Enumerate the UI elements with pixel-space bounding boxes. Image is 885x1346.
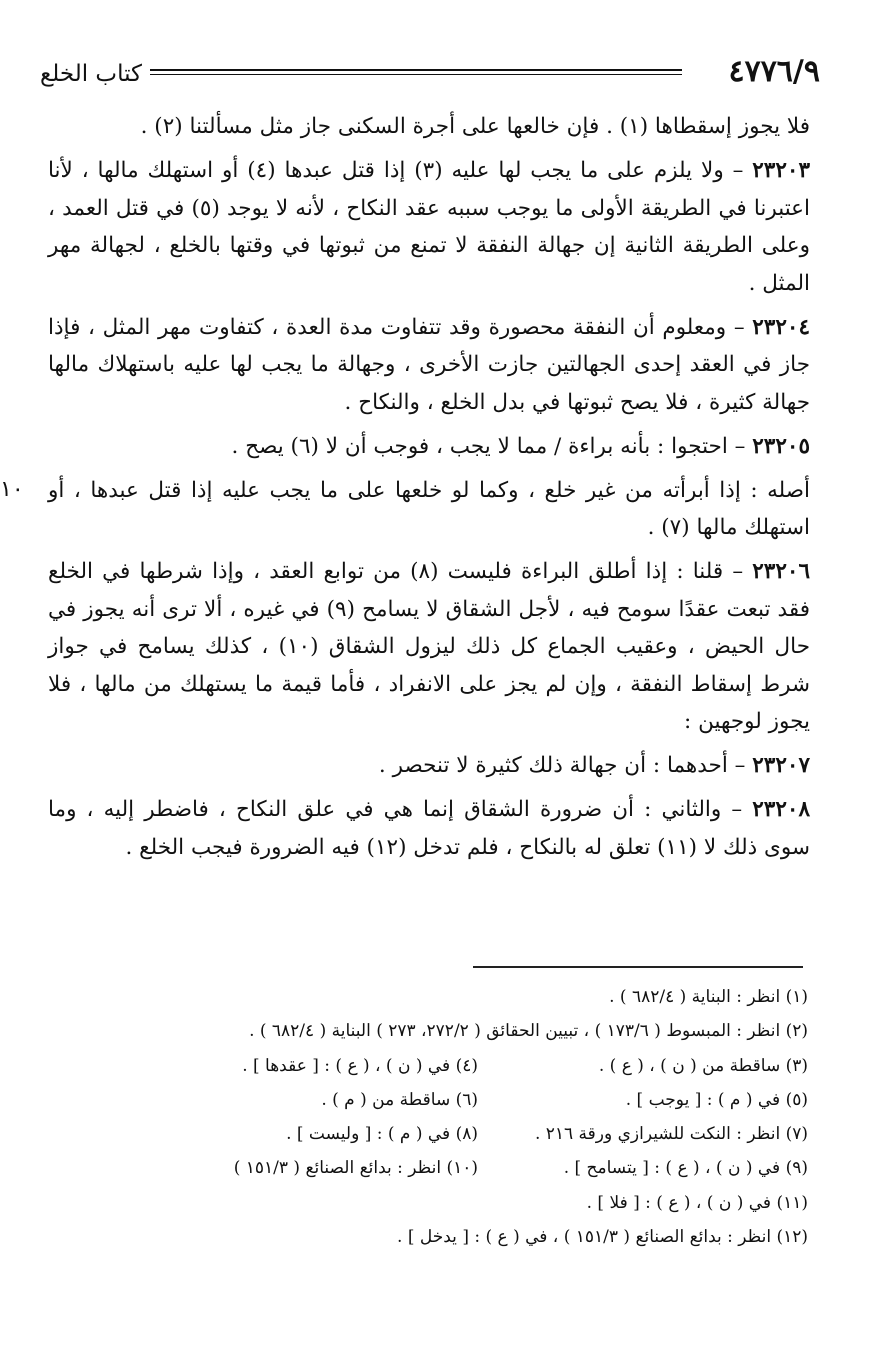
paragraph — [48, 152, 810, 302]
footnote-separator — [473, 966, 803, 968]
paragraph-text: – قلنا : إذا أطلق البراءة فليست (٨) من توابع العقد ، وإذا شرطها في الخلع فقد تبعت عقدًا سومح فيه ، لأجل الشقاق لا يسامح (٩) في غيره ، ألا ترى أنه يجوز في حال الحيض ، وعقيب الجماع كل ذلك ليزول الشقاق (١٠) ، كذلك يسامح في جواز شرط إسقاط النفقة ، وإن لم يجز على الانفراد ، فأما قيمة ما يستهلك من مالها ، فلا يجوز لوجهين : — [48, 559, 810, 734]
footnote-row — [60, 1186, 808, 1220]
footnote-row — [60, 1083, 808, 1117]
footnote: (٢) انظر : المبسوط ( ١٧٣/٦ ) ، تبيين الحقائق ( ٢٧٢/٢، ٢٧٣ ) البناية ( ٦٨٢/٤ ) . — [249, 1021, 808, 1042]
footnote: (٧) انظر : النكت للشيرازي ورقة ٢١٦ . — [534, 1124, 808, 1145]
paragraph — [48, 309, 810, 422]
paragraph-number: ٢٣٢٠٣ — [752, 158, 810, 183]
page-number: ٤٧٧٦/٩ — [728, 54, 820, 89]
paragraph-number: ٢٣٢٠٤ — [752, 314, 810, 340]
footnote: (١٢) انظر : بدائع الصنائع ( ١٥١/٣ ) ، في ( ع ) : [ يدخل ] . — [397, 1227, 808, 1248]
footnote: (٣) ساقطة من ( ن ) ، ( ع ) . — [598, 1055, 808, 1076]
footnote: (٦) ساقطة من ( م ) . — [321, 1089, 478, 1110]
paragraph — [48, 553, 810, 741]
footnote: (١٠) انظر : بدائع الصنائع ( ١٥١/٣ ) — [233, 1158, 478, 1179]
footnote-row — [60, 1117, 808, 1151]
footnote-row — [60, 980, 808, 1014]
paragraph-number: ٢٣٢٠٦ — [752, 559, 810, 584]
paragraph-text: – أحدهما : أن جهالة ذلك كثيرة لا تنحصر . — [378, 753, 753, 778]
footnote-row — [60, 1220, 808, 1254]
header-rule — [150, 69, 682, 75]
paragraph — [48, 747, 810, 785]
paragraph-text: – احتجوا : بأنه براءة / مما لا يجب ، فوجب أن لا (٦) يصح . — [231, 433, 753, 459]
paragraph-text: – ولا يلزم على ما يجب لها عليه (٣) إذا قتل عبدها (٤) أو استهلك مالها ، لأنا اعتبرنا في الطريقة الأولى ما يوجب سببه عقد النكاح ، لأنه لا يوجد (٥) في قتل العمد ، وعلى الطريقة الثانية إن جهالة النفقة لا تمنع من ثبوتها في وقتها بالخلع ، لجهالة مهر المثل . — [48, 158, 810, 296]
paragraph-text: – والثاني : أن ضرورة الشقاق إنما هي في علق النكاح ، فاضطر إليه ، وما سوى ذلك لا (١١) تعلق له بالنكاح ، فلم تدخل (١٢) فيه الضرورة فيجب الخلع . — [48, 797, 810, 860]
paragraph — [48, 108, 810, 146]
footnote: (١١) في ( ن ) ، ( ع ) : [ فلا ] . — [586, 1192, 808, 1213]
margin-line-number: ١٠ — [0, 477, 24, 502]
footnote: (٤) في ( ن ) ، ( ع ) : [ عقدها ] . — [242, 1055, 478, 1076]
main-text — [48, 108, 810, 873]
footnote-row — [60, 1049, 808, 1083]
paragraph-number: ٢٣٢٠٥ — [752, 433, 810, 459]
footnote-row — [60, 1151, 808, 1185]
footnote-row — [60, 1014, 808, 1048]
footnote: (٥) في ( م ) : [ يوجب ] . — [625, 1089, 808, 1110]
footnotes — [60, 980, 808, 1254]
footnote: (٩) في ( ن ) ، ( ع ) : [ يتسامح ] . — [563, 1158, 808, 1179]
paragraph — [48, 791, 810, 866]
chapter-title: كتاب الخلع — [40, 61, 142, 87]
footnote: (١) انظر : البناية ( ٦٨٢/٤ ) . — [609, 987, 808, 1007]
paragraph-number: ٢٣٢٠٨ — [752, 797, 810, 822]
page-header — [40, 52, 820, 92]
paragraph-text: – ومعلوم أن النفقة محصورة وقد تتفاوت مدة العدة ، كتفاوت مهر المثل ، فإذا جاز في العقد إحدى الجهالتين جازت الأخرى ، وجهالة ما يجب لها عليه باستهلاك مالها جهالة كثيرة ، فلا يصح ثبوتها في بدل الخلع ، والنكاح . — [48, 314, 810, 415]
paragraph-text: فلا يجوز إسقطاها (١) . فإن خالعها على أجرة السكنى جاز مثل مسألتنا (٢) . — [140, 114, 810, 139]
footnote: (٨) في ( م ) : [ وليست ] . — [286, 1124, 478, 1145]
paragraph-number: ٢٣٢٠٧ — [752, 753, 810, 778]
paragraph — [48, 472, 810, 547]
paragraph-text: أصله : إذا أبرأته من غير خلع ، وكما لو خلعها على ما يجب عليه إذا قتل عبدها ، أو استهلك مالها (٧) . — [48, 477, 810, 540]
paragraph — [48, 428, 810, 466]
